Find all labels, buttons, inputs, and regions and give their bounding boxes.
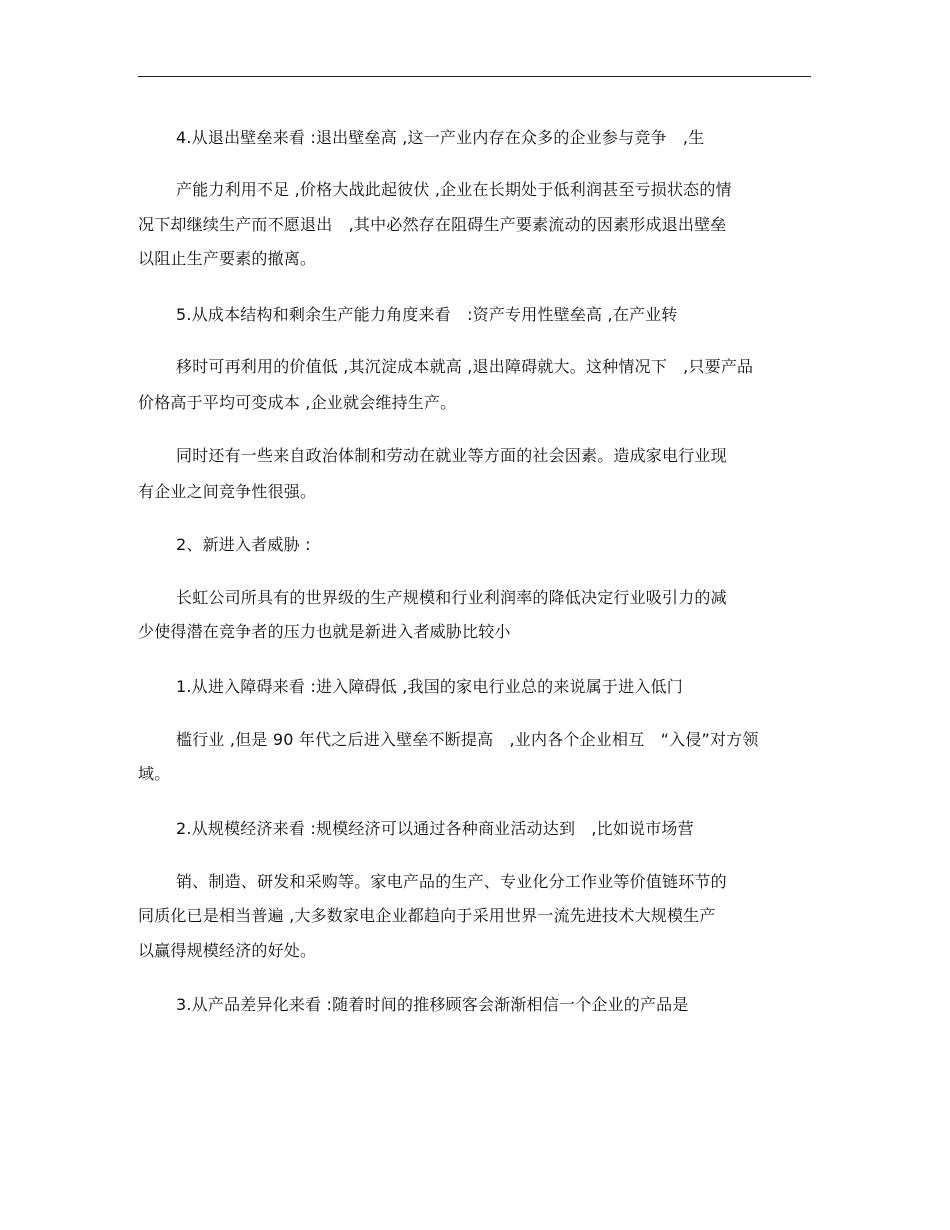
line-20: 3.从产品差异化来看 :随着时间的推移顾客会渐渐相信一个企业的产品是	[176, 995, 689, 1014]
line-2: 产能力利用不足 ,价格大战此起彼伏 ,企业在长期处于低利润甚至亏损状态的情	[176, 180, 732, 199]
line-8: 同时还有一些来自政治体制和劳动在就业等方面的社会因素。造成家电行业现	[176, 446, 727, 465]
line-6: 移时可再利用的价值低 ,其沉淀成本就高 ,退出障碍就大。这种情况下 ,只要产品	[176, 357, 754, 376]
line-13: 1.从进入障碍来看 :进入障碍低 ,我国的家电行业总的来说属于进入低门	[176, 677, 683, 696]
line-5: 5.从成本结构和剩余生产能力角度来看 :资产专用性壁垒高 ,在产业转	[176, 305, 678, 324]
line-16: 2.从规模经济来看 :规模经济可以通过各种商业活动达到 ,比如说市场营	[176, 819, 694, 838]
line-3: 况下却继续生产而不愿退出 ,其中必然存在阻碍生产要素流动的因素形成退出壁垒	[138, 215, 727, 234]
header-rule	[138, 76, 811, 77]
line-9: 有企业之间竞争性很强。	[138, 482, 317, 501]
line-15: 域。	[138, 764, 171, 783]
line-17: 销、制造、研发和采购等。家电产品的生产、专业化分工作业等价值链环节的	[176, 872, 727, 891]
line-4: 以阻止生产要素的撤离。	[138, 249, 317, 268]
line-14: 槛行业 ,但是 90 年代之后进入壁垒不断提高 ,业内各个企业相互 “入侵”对方领	[176, 730, 759, 749]
line-10: 2、新进入者威胁 :	[176, 535, 311, 554]
line-12: 少使得潜在竞争者的压力也就是新进入者威胁比较小	[138, 622, 511, 641]
line-1: 4.从退出壁垒来看 :退出壁垒高 ,这一产业内存在众多的企业参与竞争 ,生	[176, 128, 705, 147]
line-19: 以赢得规模经济的好处。	[138, 941, 317, 960]
line-18: 同质化已是相当普遍 ,大多数家电企业都趋向于采用世界一流先进技术大规模生产	[138, 906, 716, 925]
line-11: 长虹公司所具有的世界级的生产规模和行业利润率的降低决定行业吸引力的减	[176, 588, 727, 607]
line-7: 价格高于平均可变成本 ,企业就会维持生产。	[138, 393, 457, 412]
